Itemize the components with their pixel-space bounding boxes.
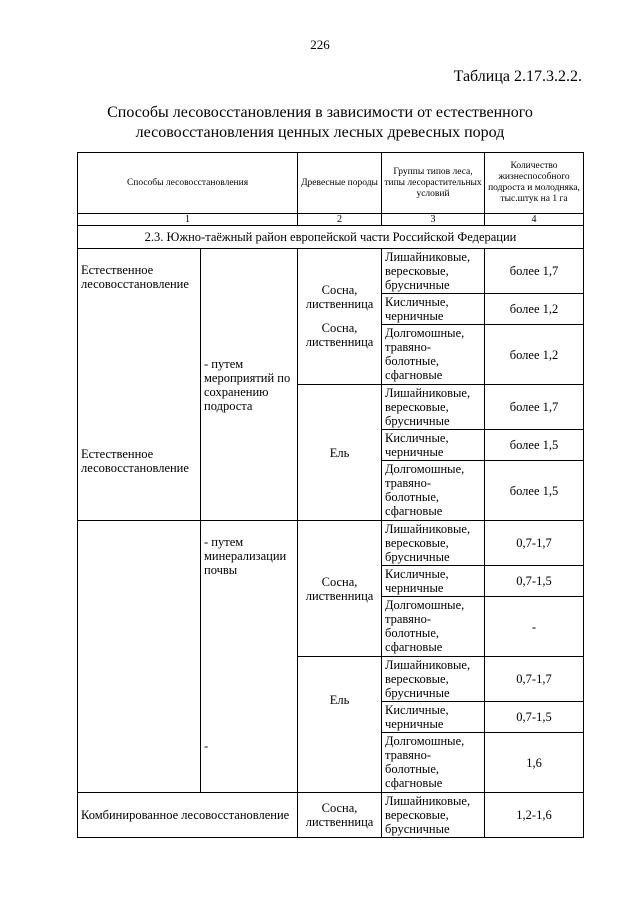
- forest-type-cell: Кисличные, черничные: [382, 294, 485, 325]
- forest-type-cell: Лишайниковые, вересковые, брусничные: [382, 657, 485, 702]
- method-natural-label: Естественное лесовосстановление: [81, 263, 189, 291]
- table-row: [78, 249, 584, 294]
- quantity-cell: 0,7-1,7: [485, 521, 584, 566]
- table-row: [78, 521, 584, 566]
- species-label: Сосна, лиственница: [305, 321, 374, 349]
- method-natural: [78, 249, 201, 521]
- table-reference: Таблица 2.17.3.2.2.: [453, 68, 582, 85]
- submethod-mineralization: [201, 521, 298, 793]
- forest-type-cell: Долгомошные, травяно-болотные, сфагновые: [382, 461, 485, 521]
- forest-type-cell: Кисличные, черничные: [382, 430, 485, 461]
- header-quantity: Количество жизнеспособного подроста и молодняка, тыс.штук на 1 га: [485, 153, 584, 214]
- quantity-cell: 0,7-1,5: [485, 566, 584, 597]
- submethod-mineralization-label: - путем минерализации почвы: [204, 535, 287, 577]
- forest-type-cell: Долгомошные, травяно-болотные, сфагновые: [382, 325, 485, 385]
- forest-type-cell: Лишайниковые, вересковые, брусничные: [382, 249, 485, 294]
- quantity-cell: более 1,7: [485, 249, 584, 294]
- col-number-1: 1: [78, 214, 298, 226]
- submethod-preservation-label: - путем мероприятий по сохранению подроста: [204, 356, 291, 413]
- forest-type-cell: Долгомошные, травяно-болотные, сфагновые: [382, 597, 485, 657]
- species-cell: [298, 249, 382, 385]
- quantity-cell: более 1,2: [485, 294, 584, 325]
- method-combined: Комбинированное лесовосстановление: [78, 793, 298, 838]
- reforestation-table: [77, 152, 584, 838]
- quantity-cell: более 1,5: [485, 430, 584, 461]
- header-row: [78, 153, 584, 214]
- forest-type-cell: Кисличные, черничные: [382, 566, 485, 597]
- method-blank: [78, 521, 201, 793]
- quantity-cell: 0,7-1,5: [485, 702, 584, 733]
- quantity-cell: более 1,7: [485, 385, 584, 430]
- forest-type-cell: Лишайниковые, вересковые, брусничные: [382, 521, 485, 566]
- quantity-cell: 1,6: [485, 733, 584, 793]
- quantity-cell: более 1,5: [485, 461, 584, 521]
- quantity-cell: 0,7-1,7: [485, 657, 584, 702]
- table-title: [0, 103, 640, 143]
- forest-type-cell: Лишайниковые, вересковые, брусничные: [382, 793, 485, 838]
- column-number-row: [78, 214, 584, 226]
- col-number-2: 2: [298, 214, 382, 226]
- quantity-cell: более 1,2: [485, 325, 584, 385]
- forest-type-cell: Кисличные, черничные: [382, 702, 485, 733]
- title-line-2: лесовосстановления ценных лесных древесных пород: [135, 124, 505, 141]
- title-line-1: Способы лесовосстановления в зависимости от естественного: [107, 104, 533, 121]
- forest-type-cell: Лишайниковые, вересковые, брусничные: [382, 385, 485, 430]
- species-cell: Ель: [298, 385, 382, 521]
- method-natural-label: Естественное лесовосстановление: [81, 447, 189, 475]
- forest-type-cell: Долгомошные, травяно-болотные, сфагновые: [382, 733, 485, 793]
- table-row: [78, 793, 584, 838]
- page-number: 226: [310, 37, 330, 52]
- col-number-3: 3: [382, 214, 485, 226]
- quantity-cell: -: [485, 597, 584, 657]
- region-row: [78, 226, 584, 249]
- col-number-4: 4: [485, 214, 584, 226]
- header-species: Древесные породы: [298, 153, 382, 214]
- submethod-preservation: [201, 249, 298, 521]
- species-label: Сосна, лиственница: [305, 283, 374, 311]
- header-forest-types: Группы типов леса, типы лесорастительных условий: [382, 153, 485, 214]
- quantity-cell: 1,2-1,6: [485, 793, 584, 838]
- header-methods: Способы лесовосстановления: [78, 153, 298, 214]
- region-heading: 2.3. Южно-таёжный район европейской части Российской Федерации: [78, 226, 584, 249]
- species-cell: Ель: [298, 657, 382, 793]
- species-cell: Сосна, лиственница: [298, 793, 382, 838]
- submethod-dash: -: [204, 739, 209, 753]
- species-cell: Сосна, лиственница: [298, 521, 382, 657]
